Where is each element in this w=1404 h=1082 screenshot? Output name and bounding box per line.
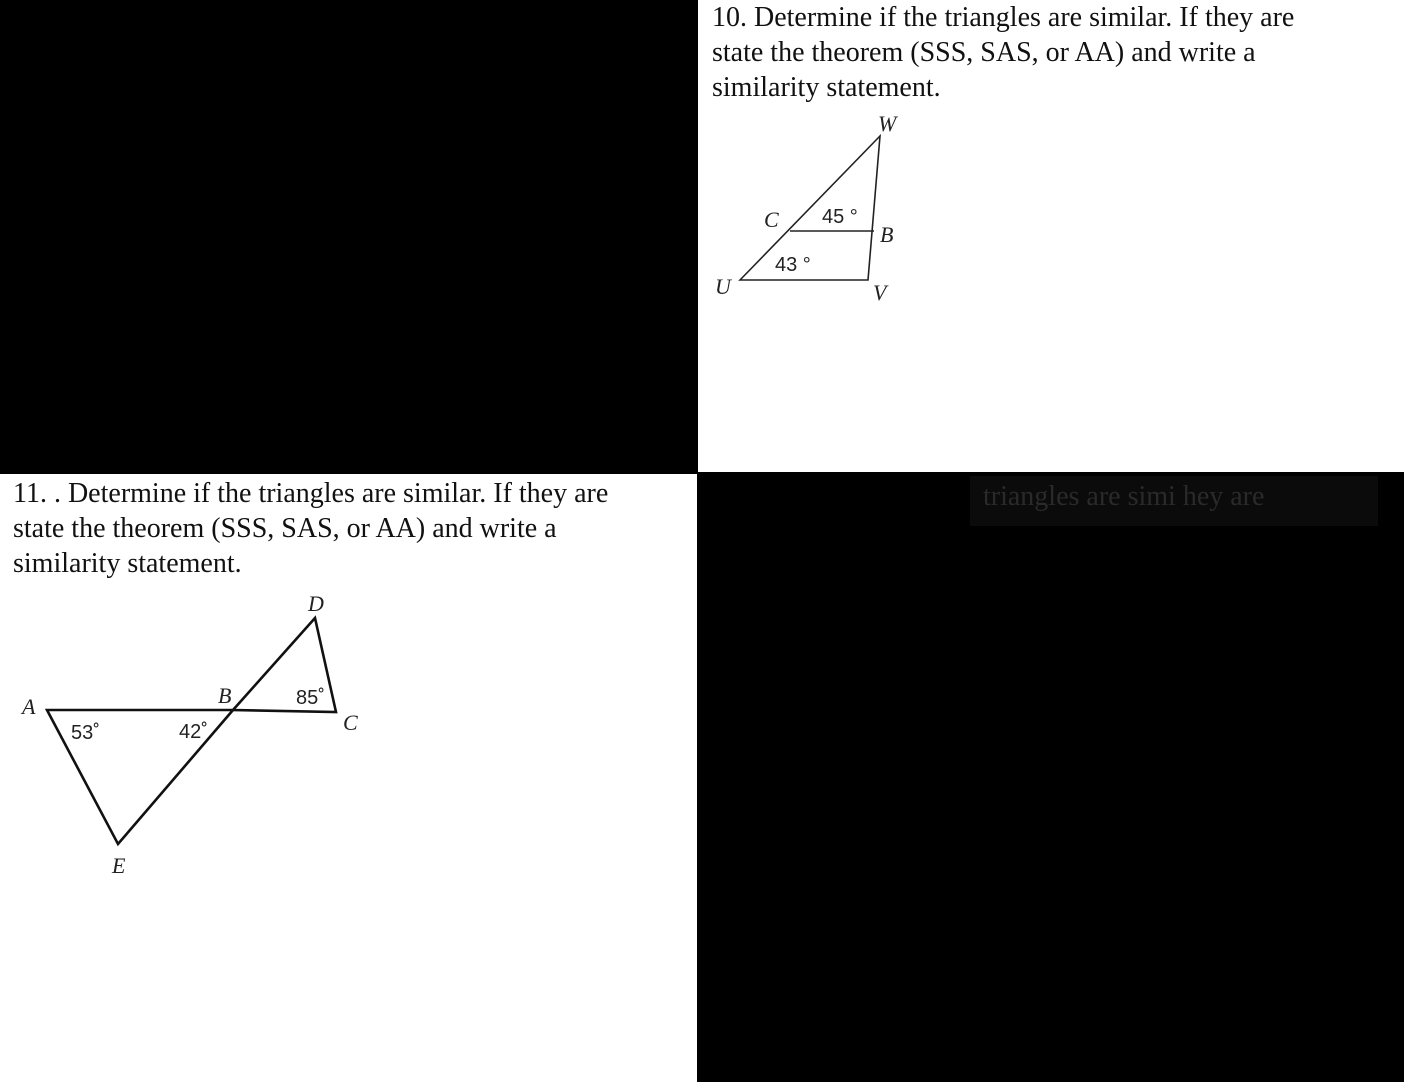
dark-region-top-left (0, 0, 698, 474)
question-11-panel (0, 474, 697, 1082)
vertex-label-d: D (308, 591, 324, 616)
vertex-label-w: W (878, 111, 897, 136)
question-10-diagram (698, 0, 1404, 472)
angle-label-85: 85˚ (296, 687, 325, 709)
vertex-label-c: C (764, 207, 779, 232)
vertex-label-u: U (715, 274, 731, 299)
vertex-label-v: V (873, 280, 887, 305)
vertex-label-b: B (880, 222, 894, 247)
angle-label-53: 53˚ (71, 722, 100, 744)
question-11-text: 11. . Determine if the triangles are similar. If they are state the theorem (SSS, SAS, or AA) and write a similarity statement. (13, 478, 609, 579)
question-11-diagram (0, 474, 697, 1082)
angle-label-42: 42˚ (179, 721, 208, 743)
angle-label-45: 45 ° (822, 206, 858, 228)
dark-region-bottom-right (697, 472, 1404, 1082)
question-10-panel (698, 0, 1404, 472)
ghost-text: triangles are simi hey are (983, 481, 1265, 512)
vertex-label-a: A (22, 694, 36, 719)
vertex-label-e: E (112, 853, 126, 878)
question-10-text: 10. Determine if the triangles are similar. If they are state the theorem (SSS, SAS, or AA) and write a similarity statement. (712, 2, 1295, 103)
vertex-label-b: B (218, 683, 232, 708)
vertex-label-c: C (343, 710, 358, 735)
angle-label-43: 43 ° (775, 254, 811, 276)
